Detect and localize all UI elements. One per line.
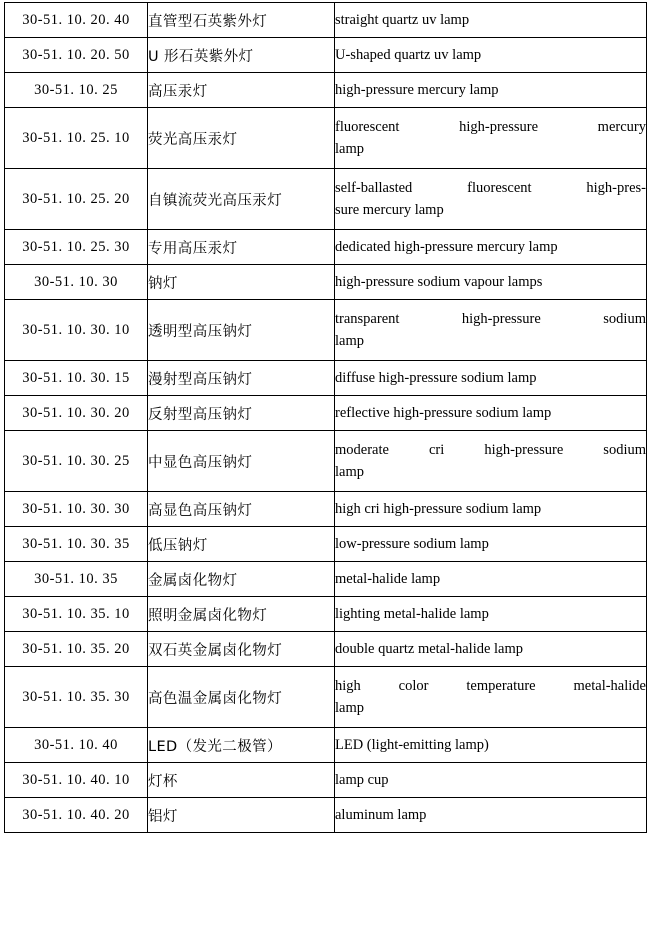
cell-code: 30-51. 10. 30. 20 [5,396,148,431]
cell-chinese-name: 反射型高压钠灯 [148,396,335,431]
cell-chinese-name: 透明型高压钠灯 [148,300,335,361]
cell-chinese-name: 双石英金属卤化物灯 [148,632,335,667]
cell-english-name [335,108,647,169]
english-line: sure mercury lamp [335,202,444,218]
cell-chinese-name: 高压汞灯 [148,73,335,108]
cell-code: 30-51. 10. 30. 15 [5,361,148,396]
table-row [5,597,647,632]
cell-english-name: double quartz metal-halide lamp [335,632,647,667]
table-row [5,3,647,38]
english-line: lamp [335,333,364,349]
cell-english-name [335,667,647,728]
english-line: moderate cri high-pressure sodium [335,441,646,458]
cell-english-name: dedicated high-pressure mercury lamp [335,230,647,265]
cell-chinese-name: 荧光高压汞灯 [148,108,335,169]
cell-english-name: low-pressure sodium lamp [335,527,647,562]
cell-code: 30-51. 10. 25. 20 [5,169,148,230]
table-row [5,667,647,728]
cell-code: 30-51. 10. 30. 25 [5,431,148,492]
cell-code: 30-51. 10. 35. 20 [5,632,148,667]
table-row [5,230,647,265]
english-line: lamp [335,464,364,480]
english-line: fluorescent high-pressure mercury [335,118,646,135]
cell-code: 30-51. 10. 25. 10 [5,108,148,169]
table-row [5,562,647,597]
english-line: lamp [335,700,364,716]
table-row [5,632,647,667]
cell-code: 30-51. 10. 30. 35 [5,527,148,562]
cell-code: 30-51. 10. 35. 10 [5,597,148,632]
cell-chinese-name: 灯杯 [148,763,335,798]
document-page [0,2,649,945]
classification-table [4,2,647,833]
cell-code: 30-51. 10. 30 [5,265,148,300]
table-row [5,361,647,396]
english-line: transparent high-pressure sodium [335,310,646,327]
english-line: self-ballasted fluorescent high-pres- [335,179,646,196]
table-row [5,728,647,763]
table-row [5,396,647,431]
cell-chinese-name: 直管型石英紫外灯 [148,3,335,38]
table-row [5,300,647,361]
cell-english-name: U-shaped quartz uv lamp [335,38,647,73]
cell-code: 30-51. 10. 30. 30 [5,492,148,527]
cell-english-name: high-pressure mercury lamp [335,73,647,108]
cell-english-name: lamp cup [335,763,647,798]
cell-chinese-name: 漫射型高压钠灯 [148,361,335,396]
cell-english-name [335,300,647,361]
cell-code: 30-51. 10. 20. 40 [5,3,148,38]
cell-code: 30-51. 10. 35. 30 [5,667,148,728]
table-body [5,3,647,833]
table-row [5,265,647,300]
english-line: high color temperature metal-halide [335,677,646,694]
cell-chinese-name: 自镇流荧光高压汞灯 [148,169,335,230]
table-row [5,763,647,798]
cell-english-name: straight quartz uv lamp [335,3,647,38]
cell-chinese-name: 中显色高压钠灯 [148,431,335,492]
cell-english-name: high cri high-pressure sodium lamp [335,492,647,527]
cell-english-name: metal-halide lamp [335,562,647,597]
cell-english-name: diffuse high-pressure sodium lamp [335,361,647,396]
cell-code: 30-51. 10. 40 [5,728,148,763]
table-row [5,527,647,562]
cell-code: 30-51. 10. 20. 50 [5,38,148,73]
cell-chinese-name: 钠灯 [148,265,335,300]
cell-chinese-name: 照明金属卤化物灯 [148,597,335,632]
cell-english-name: LED (light-emitting lamp) [335,728,647,763]
cell-english-name: lighting metal-halide lamp [335,597,647,632]
cell-code: 30-51. 10. 35 [5,562,148,597]
cell-english-name: high-pressure sodium vapour lamps [335,265,647,300]
cell-chinese-name: 金属卤化物灯 [148,562,335,597]
cell-english-name [335,169,647,230]
cell-chinese-name: 低压钠灯 [148,527,335,562]
cell-chinese-name: U 形石英紫外灯 [148,38,335,73]
table-row [5,108,647,169]
cell-chinese-name: 高显色高压钠灯 [148,492,335,527]
cell-code: 30-51. 10. 30. 10 [5,300,148,361]
cell-english-name: reflective high-pressure sodium lamp [335,396,647,431]
cell-code: 30-51. 10. 40. 20 [5,798,148,833]
english-line: lamp [335,141,364,157]
cell-code: 30-51. 10. 40. 10 [5,763,148,798]
cell-chinese-name: 铝灯 [148,798,335,833]
cell-chinese-name: 高色温金属卤化物灯 [148,667,335,728]
table-row [5,73,647,108]
cell-chinese-name: 专用高压汞灯 [148,230,335,265]
table-row [5,431,647,492]
table-row [5,492,647,527]
cell-english-name: aluminum lamp [335,798,647,833]
cell-code: 30-51. 10. 25. 30 [5,230,148,265]
cell-code: 30-51. 10. 25 [5,73,148,108]
cell-chinese-name: LED（发光二极管） [148,728,335,763]
table-row [5,38,647,73]
table-row [5,798,647,833]
cell-english-name [335,431,647,492]
table-row [5,169,647,230]
